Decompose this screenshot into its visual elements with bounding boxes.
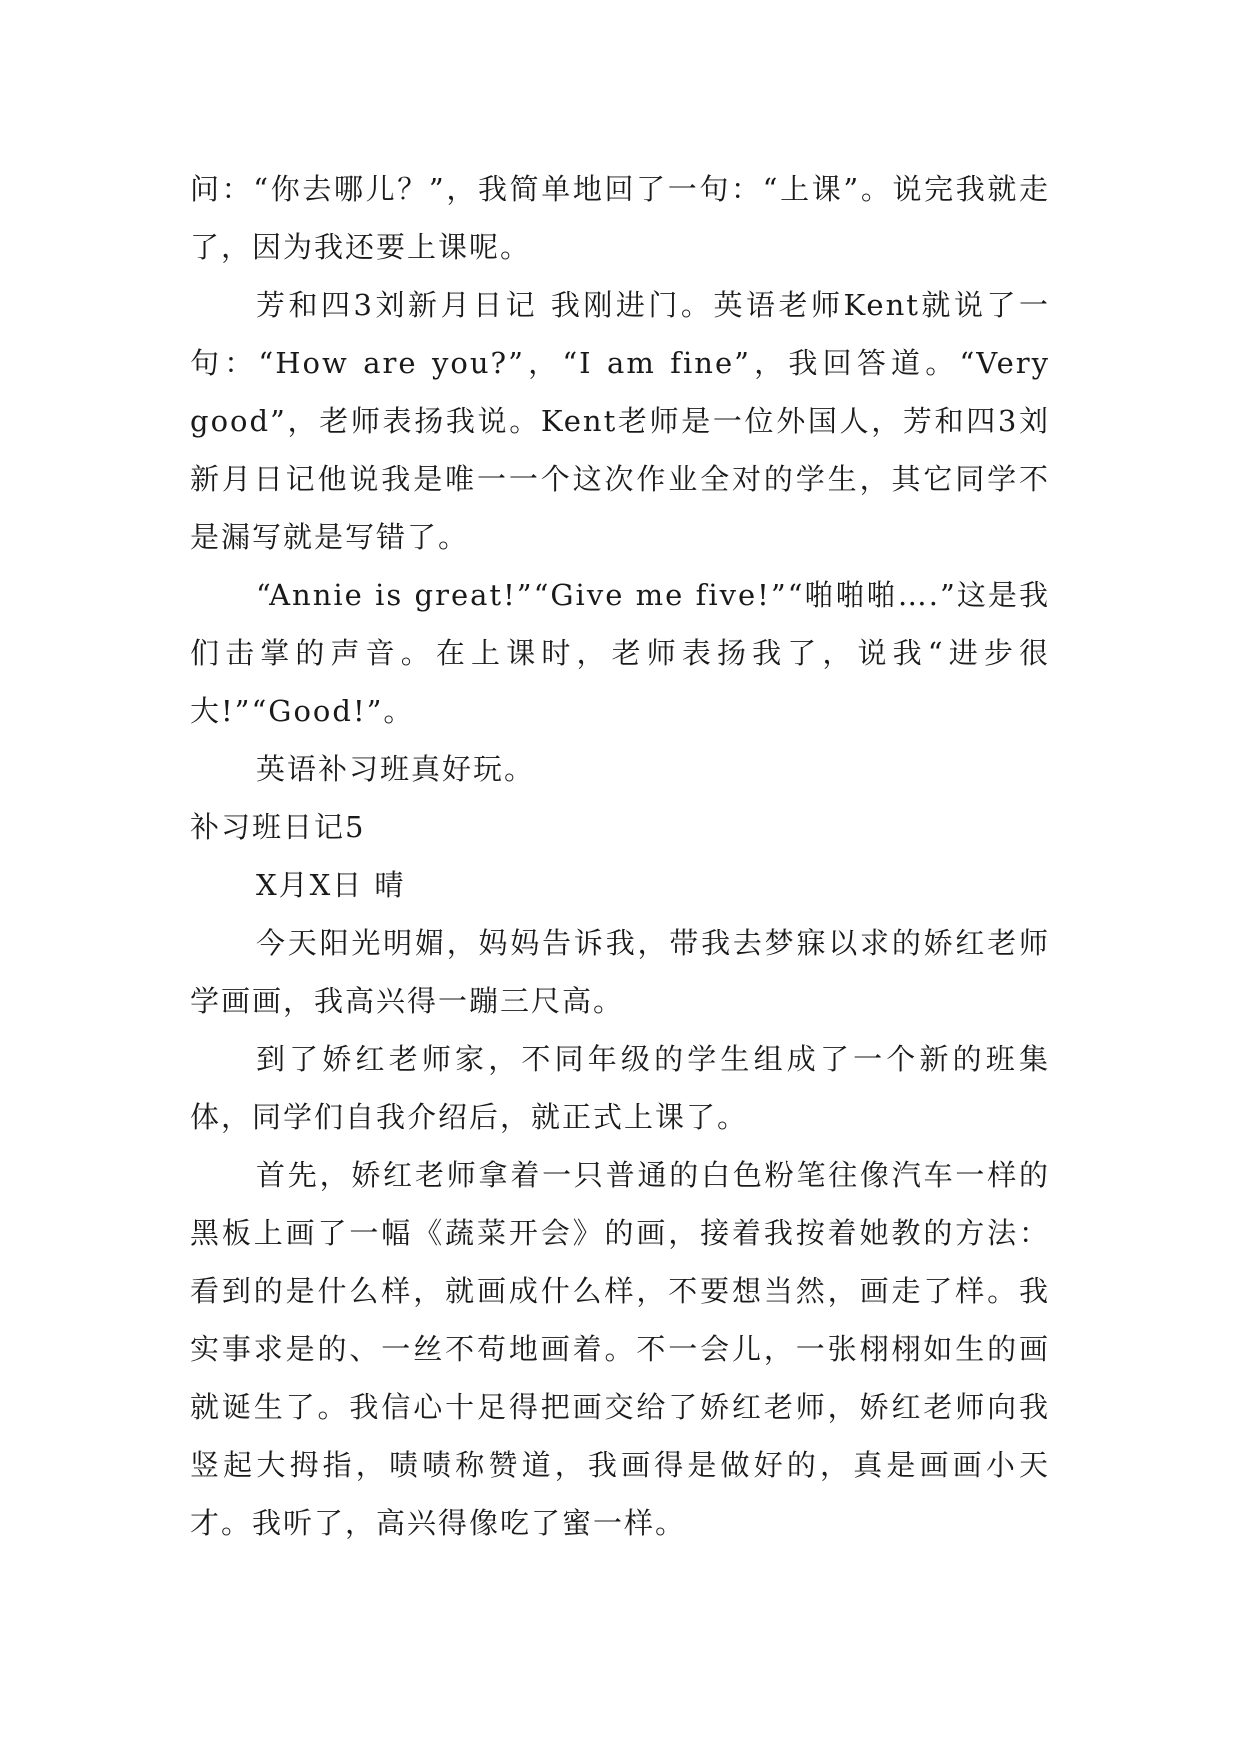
paragraph-high-five: “Annie is great!”“Give me five!”“啪啪啪….”这是我们击掌的声音。在上课时，老师表扬我了，说我“进步很大!”“Good!”。: [190, 578, 1050, 728]
section-title: 补习班日记5: [190, 810, 366, 844]
paragraph-intro: 今天阳光明媚，妈妈告诉我，带我去梦寐以求的娇红老师学画画，我高兴得一蹦三尺高。: [190, 926, 1050, 1018]
paragraph-arrival: 到了娇红老师家，不同年级的学生组成了一个新的班集体，同学们自我介绍后，就正式上课了。: [190, 1042, 1050, 1134]
paragraph-drawing: 首先，娇红老师拿着一只普通的白色粉笔往像汽车一样的黑板上画了一幅《蔬菜开会》的画，接着我按着她教的方法：看到的是什么样，就画成什么样，不要想当然，画走了样。我实事求是的、一丝不苟地画着。不一会儿，一张栩栩如生的画就诞生了。我信心十足得把画交给了娇红老师，娇红老师向我竖起大拇指，啧啧称赞道，我画得是做好的，真是画画小天才。我听了，高兴得像吃了蜜一样。: [190, 1158, 1050, 1540]
paragraph-conclusion: 英语补习班真好玩。: [256, 752, 536, 786]
paragraph-english-class: 芳和四3刘新月日记 我刚进门。英语老师Kent就说了一句：“How are you?”，“I am fine”，我回答道。“Very good”，老师表扬我说。Kent老师是一位外国人，芳和四3刘新月日记他说我是唯一一个这次作业全对的学生，其它同学不是漏写就是写错了。: [190, 288, 1050, 554]
diary-date: X月X日 晴: [256, 868, 406, 902]
document-body: [190, 160, 1050, 1552]
paragraph-continued: 问：“你去哪儿？”，我简单地回了一句：“上课”。说完我就走了，因为我还要上课呢。: [190, 172, 1050, 264]
